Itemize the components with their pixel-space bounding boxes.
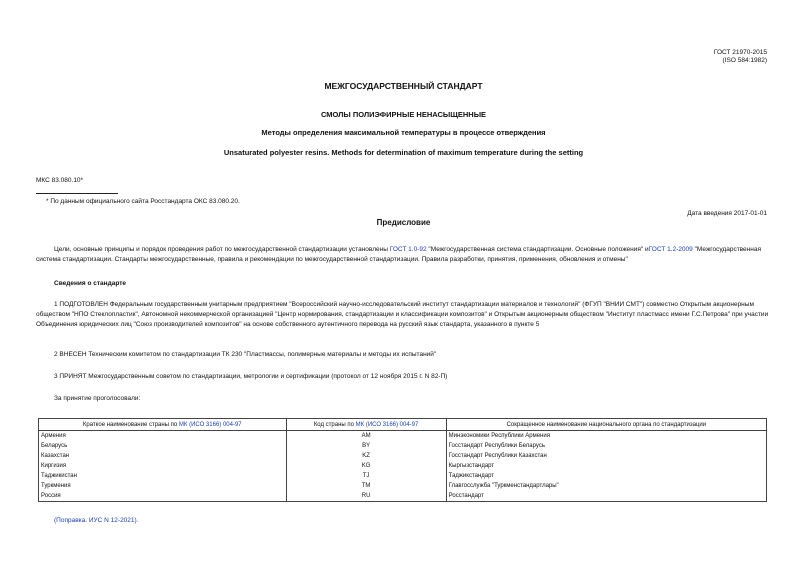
amendment-link[interactable]: (Поправка. ИУС N 12-2021).	[54, 517, 139, 524]
country-cell: Таджикистан	[39, 471, 287, 481]
code-cell: TM	[286, 481, 446, 491]
preface-paragraph	[36, 245, 772, 265]
authority-cell: Кыргызстандарт	[446, 461, 766, 471]
item-submitted: 2 ВНЕСЕН Техническим комитетом по стандартизации ТК 230 "Пластмассы, полимерные материалы и методы их испытаний"	[54, 351, 437, 358]
voted-label: За принятие проголосовали:	[54, 395, 141, 402]
authority-cell: Госстандарт Республики Казахстан	[446, 451, 766, 461]
country-cell: Беларусь	[39, 441, 287, 451]
introduction-date: Дата введения 2017-01-01	[687, 210, 767, 217]
gost-1-2-link[interactable]: ГОСТ 1.2-2009	[648, 246, 693, 253]
standard-info-heading: Сведения о стандарте	[54, 280, 127, 287]
authority-cell: Таджикстандарт	[446, 471, 766, 481]
item-prepared: 1 ПОДГОТОВЛЕН Федеральным государственным унитарным предприятием "Всероссийский научно-исследовательский институт стандартизации материалов и технологий" (ФГУП "ВНИИ СМТ") совместно Открытым акционерным обществом "НПО Стеклопластик", Автономной некоммерческой организацией "Центр нормирования, стандартизации и классификации композитов" и Открытым акционерным обществом "Институт пластмасс имени Г.С.Петрова" при участии Объединения юридических лиц "Союз производителей композитов" на основе собственного аутентичного перевода на русский язык стандарта, указанного в пункте 5	[36, 301, 769, 328]
table-row	[39, 451, 767, 461]
preface-heading: Предисловие	[376, 218, 431, 227]
table-row	[39, 481, 767, 491]
footnote: * По данным официального сайта Росстандарта ОКС 83.080.20.	[46, 198, 240, 205]
table-row	[39, 461, 767, 471]
table-row	[39, 471, 767, 481]
standard-type: МЕЖГОСУДАРСТВЕННЫЙ СТАНДАРТ	[324, 81, 483, 91]
country-cell: Россия	[39, 491, 287, 502]
footnote-divider	[36, 193, 118, 194]
country-cell: Туркмения	[39, 481, 287, 491]
standard-title-en: Unsaturated polyester resins. Methods for determination of maximum temperature during the setting	[223, 148, 584, 157]
gost-code	[714, 49, 767, 65]
preface-text-2: "Межгосударственная система стандартизации. Основные положения" и	[426, 246, 649, 253]
code-cell: AM	[286, 431, 446, 442]
code-cell: KZ	[286, 451, 446, 461]
code-cell: TJ	[286, 471, 446, 481]
country-cell: Казахстан	[39, 451, 287, 461]
col-country-header: Краткое наименование страны по МК (ИСО 3166) 004-97	[39, 419, 287, 431]
gost-number: ГОСТ 21970-2015	[713, 49, 767, 56]
preface-text-3: "Межгосударственная система стандартизации. Стандарты межгосударственные, правила и рекомендации по межгосударственной стандартизации. Правила разработки, принятия, применения, обновления и отмены"	[36, 246, 761, 263]
table-row	[39, 441, 767, 451]
authority-cell: Госстандарт Республики Беларусь	[446, 441, 766, 451]
code-cell: BY	[286, 441, 446, 451]
voting-countries-table	[38, 418, 767, 502]
standard-name: СМОЛЫ ПОЛИЭФИРНЫЕ НЕНАСЫЩЕННЫЕ	[320, 110, 487, 119]
standard-subtitle: Методы определения максимальной температуры в процессе отверждения	[261, 128, 546, 137]
table-row	[39, 491, 767, 502]
authority-cell: Главгосслужба "Туркменстандартлары"	[446, 481, 766, 491]
code-cell: RU	[286, 491, 446, 502]
table-row	[39, 431, 767, 442]
authority-cell: Минэкономики Республики Армения	[446, 431, 766, 442]
col-code-header: Код страны по МК (ИСО 3166) 004-97	[286, 419, 446, 431]
mk-iso-link[interactable]: МК (ИСО 3166) 004-97	[178, 421, 242, 428]
mk-iso-link[interactable]: МК (ИСО 3166) 004-97	[355, 421, 419, 428]
iso-number: (ISO 584:1982)	[722, 57, 767, 64]
authority-cell: Росстандарт	[446, 491, 766, 502]
col-body-header: Сокращенное наименование национального органа по стандартизации	[446, 419, 766, 431]
country-cell: Киргизия	[39, 461, 287, 471]
code-cell: KG	[286, 461, 446, 471]
gost-1-0-link[interactable]: ГОСТ 1.0-92	[389, 246, 427, 253]
country-cell: Армения	[39, 431, 287, 442]
mks-code: МКС 83.080.10*	[36, 177, 84, 184]
preface-text-1: Цели, основные принципы и порядок проведения работ по межгосударственной стандартизации установлены	[54, 246, 390, 253]
item-adopted: 3 ПРИНЯТ Межгосударственным советом по стандартизации, метрологии и сертификации (протокол от 12 ноября 2015 г. N 82-П)	[54, 373, 448, 380]
table-header-row	[39, 419, 767, 431]
